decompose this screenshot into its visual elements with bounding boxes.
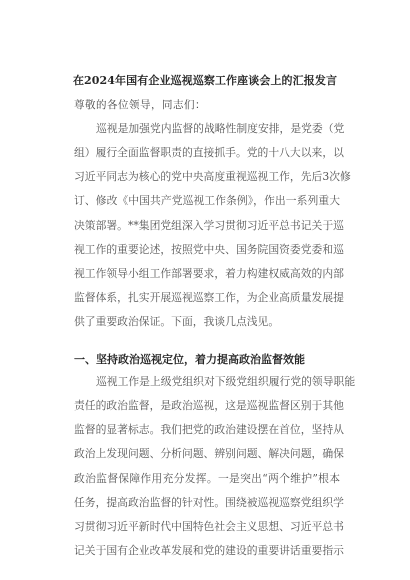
paragraph-1-line: 视工作领导小组工作部署要求，着力构建权威高效的内部 xyxy=(74,267,344,280)
paragraph-2-line: 政治监督保障作用充分发挥。一是突出“两个维护”根本 xyxy=(74,472,340,485)
paragraph-1-line: 视工作的重要论述，按照党中央、国务院国资委党委和巡 xyxy=(74,243,344,256)
section-heading: 一、坚持政治巡视定位，着力提高政治监督效能 xyxy=(74,353,305,366)
paragraph-1-line: 组）履行全面监督职责的直接抓手。党的十八大以来，以 xyxy=(74,146,344,159)
paragraph-2-line: 习贯彻习近平新时代中国特色社会主义思想、习近平总书 xyxy=(74,520,344,533)
paragraph-2-line: 任务，提高政治监督的针对性。围绕被巡视巡察党组织学 xyxy=(74,496,344,509)
document-title: 在2024年国有企业巡视巡察工作座谈会上的汇报发言 xyxy=(72,74,338,87)
paragraph-2-line: 政治上发现问题、分析问题、辨别问题、解决问题，确保 xyxy=(74,447,344,460)
paragraph-2-line: 责任的政治监督，是政治巡视，这是巡视监督区别于其他 xyxy=(74,399,344,412)
paragraph-1-line: 供了重要政治保证。下面，我谈几点浅见。 xyxy=(74,315,280,328)
paragraph-1-line: 决策部署。**集团党组深入学习贯彻习近平总书记关于巡 xyxy=(74,219,344,232)
paragraph-2-line: 监督的显著标志。我们把党的政治建设摆在首位，坚持从 xyxy=(74,423,344,436)
paragraph-1-line: 习近平同志为核心的党中央高度重视巡视工作，先后3次修 xyxy=(74,170,351,183)
paragraph-1-line: 监督体系，扎实开展巡视巡察工作，为企业高质量发展提 xyxy=(74,291,344,304)
paragraph-2-line: 巡视工作是上级党组织对下级党组织履行党的领导职能 xyxy=(96,375,356,388)
paragraph-2-line: 记关于国有企业改革发展和党的建设的重要讲话重要指示 xyxy=(74,544,344,557)
paragraph-1-line: 订、修改《中国共产党巡视工作条例》，作出一系列重大 xyxy=(74,194,340,207)
salutation: 尊敬的各位领导，同志们： xyxy=(74,99,206,111)
paragraph-1-line: 巡视是加强党内监督的战略性制度安排，是党委（党 xyxy=(96,122,345,135)
